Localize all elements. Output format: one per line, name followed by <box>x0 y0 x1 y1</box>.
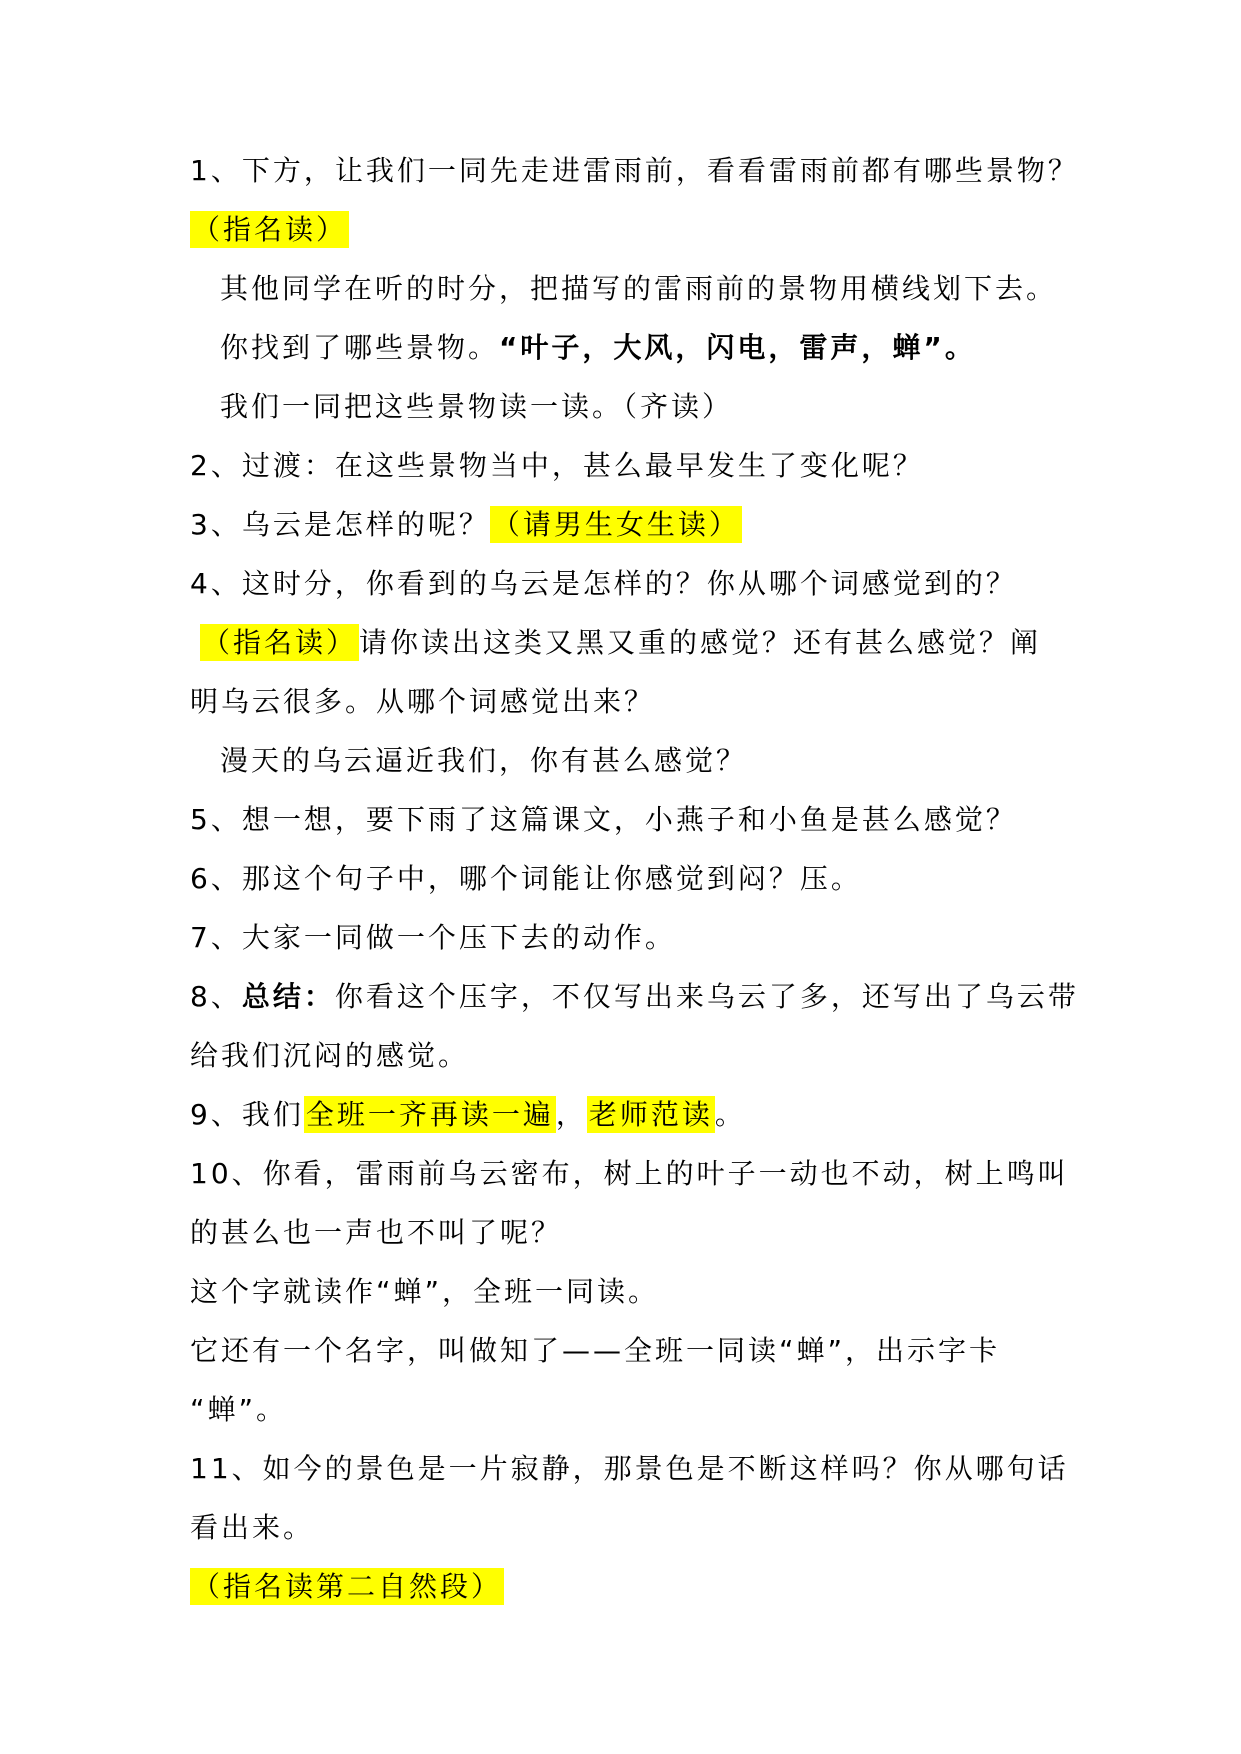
highlighted-instruction: （指名读） <box>192 213 348 246</box>
step-1-task <box>190 259 1070 318</box>
text: 你找到了哪些景物。 <box>220 331 500 364</box>
step-2 <box>190 436 1070 495</box>
text: 3、乌云是怎样的呢？ <box>190 508 490 541</box>
text: 的甚么也一声也不叫了呢？ <box>190 1216 563 1249</box>
text: 1、下方，让我们一同先走进雷雨前，看看雷雨前都有哪些景物？ <box>190 154 1079 187</box>
text: 你看这个压字，不仅写出来乌云了多，还写出了乌云带 <box>334 980 1079 1013</box>
step-10-wrap <box>190 1203 1070 1262</box>
text: 我们一同把这些景物读一读。（齐读） <box>220 390 734 423</box>
text: ， <box>555 1098 587 1131</box>
step-11-instruction <box>190 1557 1070 1616</box>
text: 2、过渡：在这些景物当中，甚么最早发生了变化呢？ <box>190 449 924 482</box>
step-1-instruction <box>190 200 1070 259</box>
step-7 <box>190 908 1070 967</box>
step-1-read-together <box>190 377 1070 436</box>
text: 这个字就读作“蝉”，全班一同读。 <box>190 1275 660 1308</box>
step-9 <box>190 1085 1070 1144</box>
text: 4、这时分，你看到的乌云是怎样的？你从哪个词感觉到的？ <box>190 567 1017 600</box>
text: 漫天的乌云逼近我们，你有甚么感觉？ <box>220 744 748 777</box>
answer-bold: “叶子，大风，闪电，雷声，蝉”。 <box>499 331 976 364</box>
step-4-continued <box>190 613 1070 672</box>
highlighted-instruction: 老师范读 <box>588 1098 713 1131</box>
summary-label: 总结： <box>241 980 335 1013</box>
highlighted-instruction: （请男生女生读） <box>491 508 740 541</box>
step-4 <box>190 554 1070 613</box>
text: 6、那这个句子中，哪个词能让你感觉到闷？压。 <box>190 862 862 895</box>
step-10-card <box>190 1380 1070 1439</box>
text: 看出来。 <box>190 1511 315 1544</box>
step-4-wrap <box>190 672 1070 731</box>
step-8 <box>190 967 1079 1026</box>
step-8-wrap <box>190 1026 1070 1085</box>
text: 5、想一想，要下雨了这篇课文，小燕子和小鱼是甚么感觉？ <box>190 803 1017 836</box>
text: 11、如今的景色是一片寂静，那景色是不断这样吗？你从哪句话 <box>190 1452 1069 1485</box>
text: 8、 <box>190 980 242 1013</box>
step-11-wrap <box>190 1498 1070 1557</box>
step-5 <box>190 790 1070 849</box>
document-page <box>190 141 1079 1616</box>
text: 请你读出这类又黑又重的感觉？还有甚么感觉？阐 <box>359 626 1042 659</box>
text: 其他同学在听的时分，把描写的雷雨前的景物用横线划下去。 <box>220 272 1058 305</box>
step-10-read <box>190 1262 1070 1321</box>
step-10-name <box>190 1321 1070 1380</box>
step-6 <box>190 849 1070 908</box>
text: 10、你看，雷雨前乌云密布，树上的叶子一动也不动，树上鸣叫 <box>190 1157 1069 1190</box>
highlighted-instruction: （指名读第二自然段） <box>192 1570 503 1603</box>
text: “蝉”。 <box>190 1393 288 1426</box>
highlighted-instruction: （指名读） <box>202 626 358 659</box>
text: 7、大家一同做一个压下去的动作。 <box>190 921 676 954</box>
step-3 <box>190 495 1070 554</box>
step-11 <box>190 1439 1070 1498</box>
text: 给我们沉闷的感觉。 <box>190 1039 470 1072</box>
text: 9、我们 <box>190 1098 304 1131</box>
step-1-answer <box>190 318 1070 377</box>
step-4-feeling <box>190 731 1070 790</box>
step-1-question <box>190 141 1079 200</box>
step-10 <box>190 1144 1070 1203</box>
highlighted-instruction: 全班一齐再读一遍 <box>305 1098 554 1131</box>
text: 它还有一个名字，叫做知了——全班一同读“蝉”，出示字卡 <box>190 1334 1001 1367</box>
text: 。 <box>714 1098 746 1131</box>
text: 明乌云很多。从哪个词感觉出来？ <box>190 685 656 718</box>
